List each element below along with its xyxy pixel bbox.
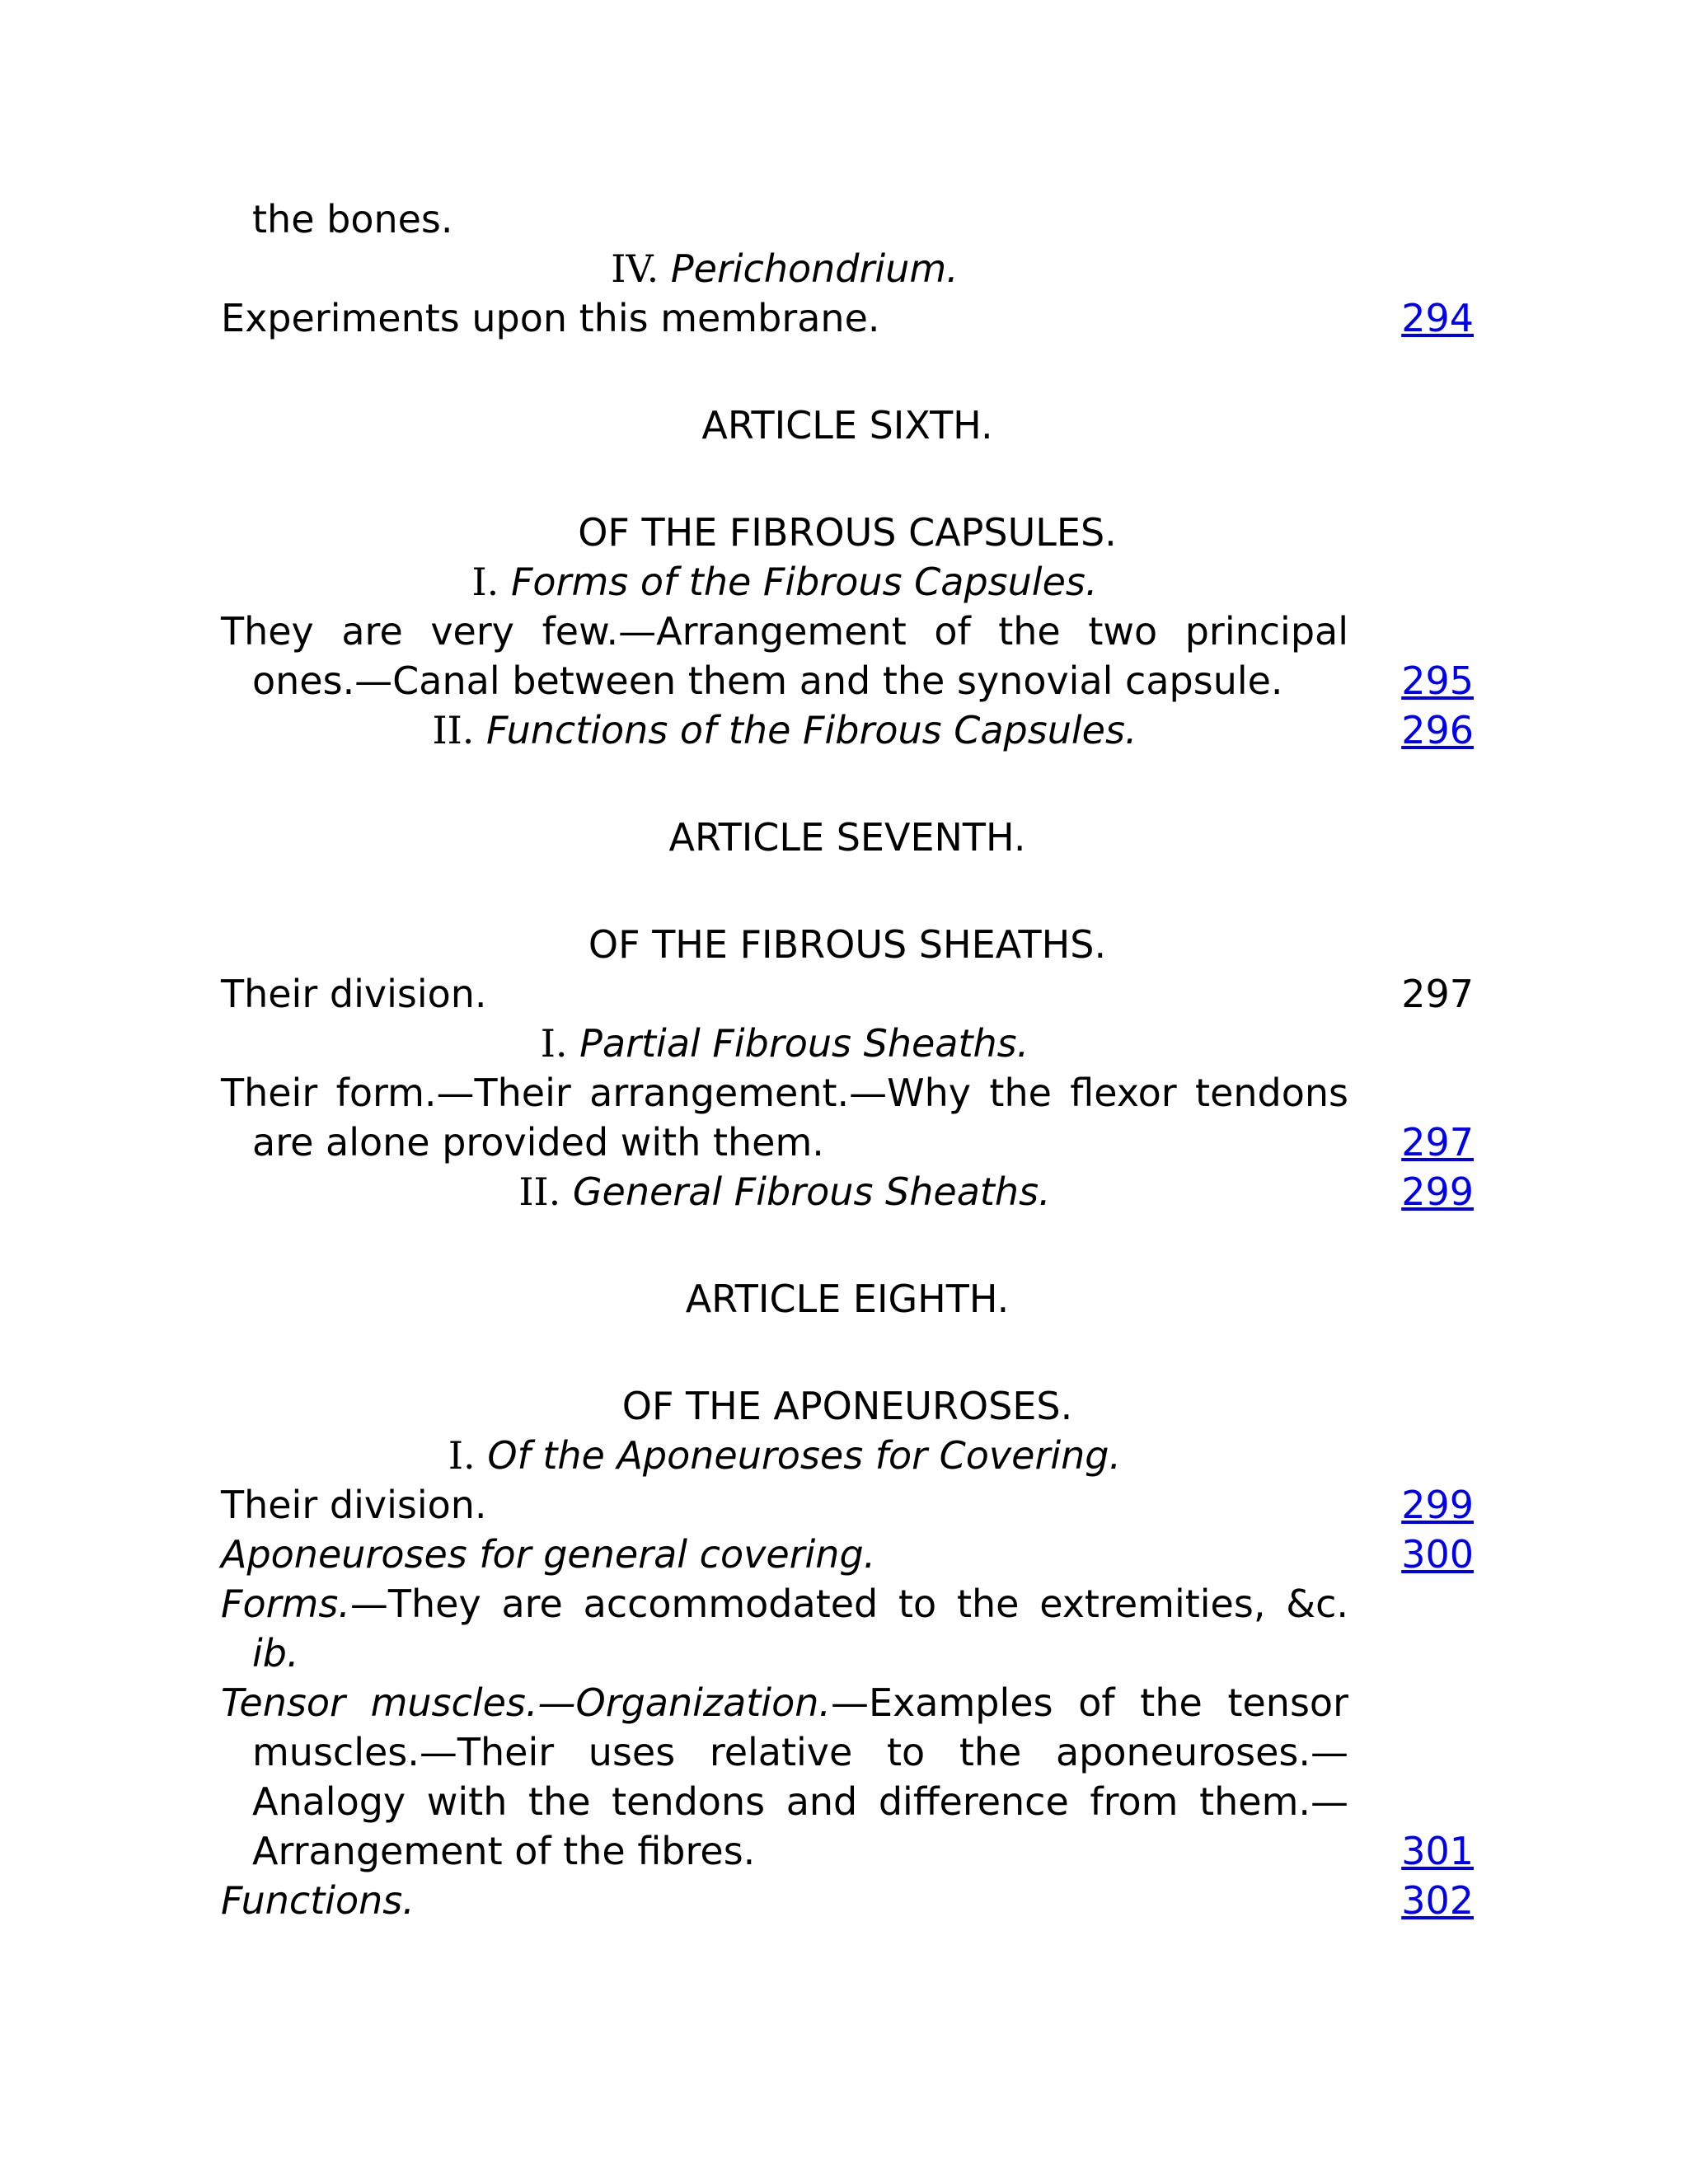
section-title: Partial Fibrous Sheaths. (579, 1021, 1029, 1066)
page-link-296[interactable]: 296 (1401, 708, 1474, 752)
entry-ibid: ib. (252, 1631, 299, 1675)
section-title: Functions of the Fibrous Capsules. (486, 708, 1137, 752)
article-heading: ARTICLE SIXTH. (701, 403, 993, 448)
page-link-302[interactable]: 302 (1401, 1878, 1474, 1923)
toc-subheading (221, 1167, 1474, 1216)
section-title: Forms of the Fibrous Capsules. (510, 560, 1098, 604)
page-link-295[interactable]: 295 (1401, 658, 1474, 703)
section-numeral: I. (448, 1433, 476, 1478)
entry-text: —They are accommodated to the extremities, &c. (349, 1582, 1348, 1626)
article-subject-heading: OF THE FIBROUS SHEATHS. (588, 922, 1107, 967)
entry-text: Experiments upon this membrane. (221, 296, 880, 340)
page-link-297[interactable]: 297 (1401, 1120, 1474, 1165)
section-title: Perichondrium. (670, 246, 959, 291)
toc-entry (221, 1579, 1474, 1678)
section-title: Of the Aponeuroses for Covering. (487, 1433, 1122, 1478)
toc-entry (221, 1678, 1474, 1876)
toc-subheading (221, 557, 1474, 607)
article-subject-heading: OF THE FIBROUS CAPSULES. (578, 510, 1117, 555)
toc-entry (221, 194, 1474, 244)
entry-text: Their division. (221, 1483, 487, 1527)
section-title: General Fibrous Sheaths. (572, 1169, 1051, 1214)
toc-entry (221, 1876, 1474, 1925)
entry-text: Functions. (221, 1878, 415, 1923)
page-link-299[interactable]: 299 (1401, 1169, 1474, 1214)
table-of-contents (221, 194, 1474, 1925)
entry-text: They are very few.—Arrangement of the two principal ones.—Canal between them and the synovial capsule. (221, 609, 1348, 703)
section-numeral: II. (518, 1169, 561, 1214)
entry-text: Their division. (221, 972, 487, 1016)
page-link-300[interactable]: 300 (1401, 1532, 1474, 1577)
section-numeral: I. (540, 1021, 568, 1066)
toc-entry (221, 1480, 1474, 1530)
entry-text: the bones. (252, 197, 453, 241)
entry-italic-lead: Forms. (221, 1582, 350, 1626)
toc-subheading (221, 244, 1474, 293)
toc-subheading (221, 705, 1474, 755)
entry-text: Aponeuroses for general covering. (221, 1532, 876, 1577)
page-link-301[interactable]: 301 (1401, 1829, 1474, 1873)
toc-subheading (221, 1019, 1474, 1068)
entry-text: Their form.—Their arrangement.—Why the flexor tendons are alone provided with them. (221, 1071, 1348, 1165)
page-link-294[interactable]: 294 (1401, 296, 1474, 340)
toc-entry (221, 1530, 1474, 1579)
section-numeral: IV. (611, 246, 659, 291)
entry-italic-lead: Tensor muscles.—Organization. (221, 1680, 831, 1725)
toc-entry (221, 607, 1474, 705)
article-heading: ARTICLE SEVENTH. (668, 815, 1026, 860)
toc-entry (221, 969, 1474, 1019)
article-heading: ARTICLE EIGHTH. (685, 1277, 1010, 1321)
section-numeral: I. (471, 560, 499, 604)
page-number: 297 (1401, 972, 1474, 1016)
article-subject-heading: OF THE APONEUROSES. (621, 1384, 1073, 1428)
entry-text: —Examples of the tensor muscles.—Their uses relative to the aponeuroses.—Analogy with the tendons and difference from them.—Arrangement of the fibres. (252, 1680, 1348, 1873)
toc-subheading (221, 1431, 1474, 1480)
page-link-299[interactable]: 299 (1401, 1483, 1474, 1527)
section-numeral: II. (432, 708, 475, 752)
toc-entry (221, 1068, 1474, 1167)
toc-entry (221, 293, 1474, 343)
